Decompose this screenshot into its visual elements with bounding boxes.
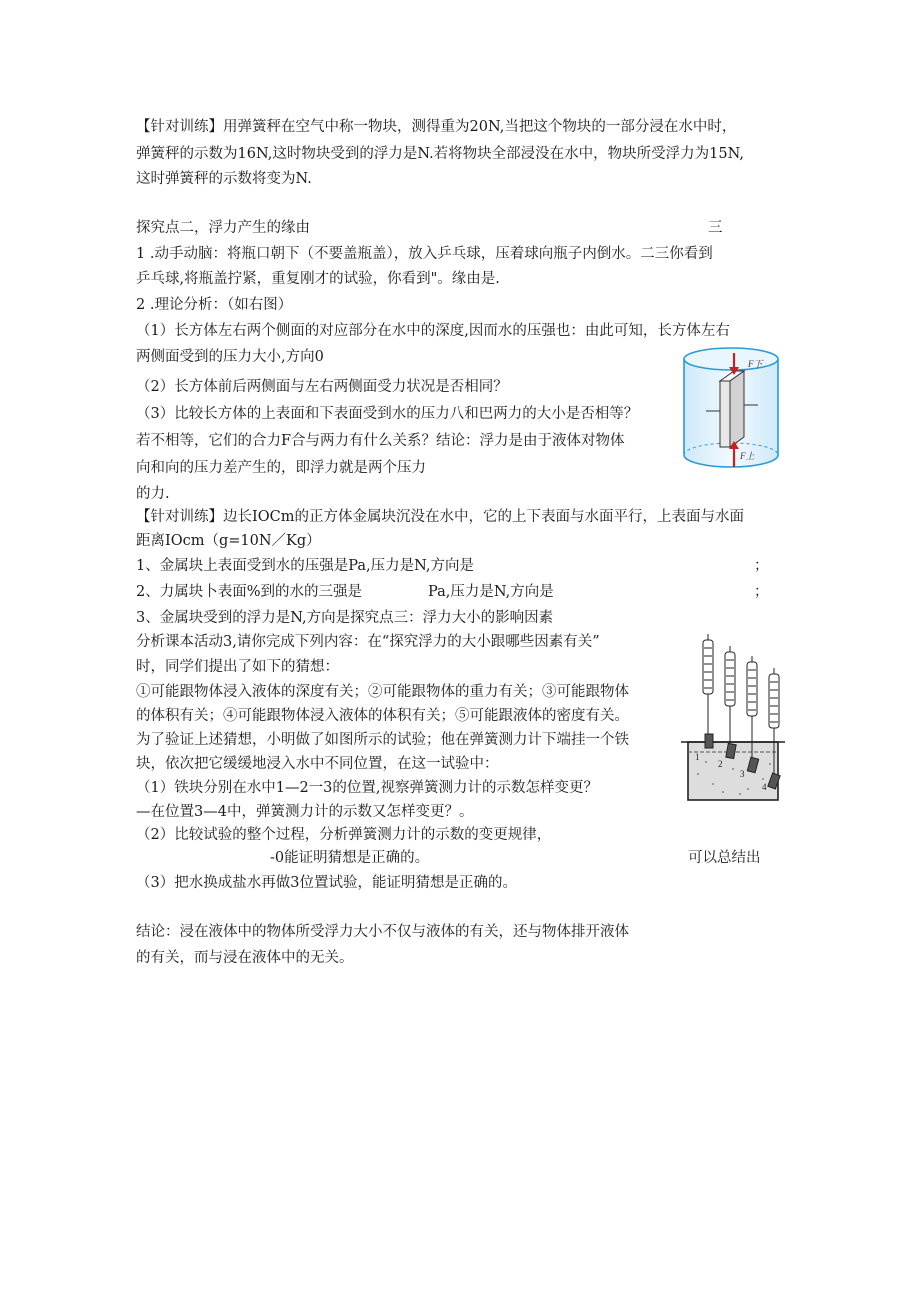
question-3: 3、金属块受到的浮力是N,方向是探究点三：浮力大小的影响因素 [136,610,554,626]
conclusion-line-2: 的有关，而与浸在液体中的无关。 [136,950,354,966]
training-2-line-1: 【针对训练】边长IOCm的正方体金属块沉没在水中，它的上下表面与水面平行，上表面与水面 [136,509,744,525]
cylinder-block-figure [676,345,786,475]
section-2-line-2: 乒乓球,将瓶盖拧紧，重复刚才的试验，你看到"。缘由是. [136,271,500,287]
section-2-heading: 探究点二，浮力产生的缘由 [136,220,310,236]
section-2-line-9: 向和向的压力差产生的，即浮力就是两个压力 [136,460,426,476]
summary-right: 可以总结出 [688,850,761,866]
training-1-line-2: 弹簧秤的示数为16N,这时物块受到的浮力是N.若将物块全部浸没在水中，物块所受浮力为15N, [136,146,745,162]
position-label-1: 1 [695,752,700,762]
question-1: 1、金属块上表面受到水的压强是Pa,压力是N,方向是 [136,558,474,574]
conclusion-line-1: 结论：浸在液体中的物体所受浮力大小不仅与液体的有关，还与物体排开液体 [136,924,629,940]
section-4-line-4: 的体积有关；④可能跟物体浸入液体的体积有关；⑤可能跟液体的密度有关。 [136,708,629,724]
section-4-line-5: 为了验证上述猜想，小明做了如图所示的试验；他在弹簧测力计下端挂一个铁 [136,732,629,748]
force-top-label: F下 [748,359,763,369]
section-4-line-6: 块，依次把它缓缓地浸入水中不同位置，在这一试验中： [136,756,499,772]
question-2-end: ； [754,584,769,600]
training-1-line-1: 【针对训练】用弹簧秤在空气中称一物块，测得重为20N,当把这个物块的一部分浸在水中时， [136,119,737,135]
section-4-line-last: （3）把水换成盐水再做3位置试验，能证明猜想是正确的。 [136,875,517,891]
section-2-line-10: 的力. [136,486,170,502]
section-4-line-9: （2）比较试验的整个过程，分析弹簧测力计的示数的变更规律， [136,827,552,843]
position-label-2: 2 [718,759,723,769]
section-4-line-7: （1）铁块分别在水中1—2一3的位置,视察弹簧测力计的示数怎样变更？ [136,780,599,796]
training-2-line-2: 距离IOcm（g=10N／Kg） [136,533,321,549]
section-2-line-4: （1）长方体左右两个侧面的对应部分在水中的深度,因而水的压强也：由此可知，长方体左右 [136,323,730,339]
section-4-line-1: 分析课本活动3,请你完成下列内容：在“探究浮力的大小跟哪些因素有关” [136,634,600,650]
section-4-line-8: —在位置3—4中，弹簧测力计的示数又怎样变更？。 [136,804,474,820]
position-label-3: 3 [740,769,745,779]
summary-mid: -0能证明猜想是正确的。 [270,850,430,866]
spring-scale-tank-figure [678,634,790,806]
position-label-4: 4 [762,782,767,792]
force-bottom-label: F上 [740,451,755,461]
section-2-line-5: 两侧面受到的压力大小,方向0 [136,349,324,365]
question-2-part-a: 2、力属块卜表面%到的水的三强是 [136,584,363,600]
section-2-line-3: 2 .理论分析：（如右图） [136,297,293,313]
section-2-line-8: 若不相等，它们的合力F合与两力有什么关系？结论：浮力是由于液体对物体 [136,433,625,449]
section-2-line-6: （2）长方体前后两侧面与左右两侧面受力状况是否相同？ [136,379,508,395]
section-2-line-7: （3）比较长方体的上表面和下表面受到水的压力八和巴两力的大小是否相等？ [136,406,639,422]
section-2-heading-mark: 三 [708,220,723,236]
section-2-line-1: 1 .动手动脑：将瓶口朝下（不要盖瓶盖），放入乒乓球，压着球向瓶子内倒水。二三你看到 [136,246,713,262]
training-1-line-3: 这时弹簧秤的示数将变为N. [136,171,312,187]
section-4-line-3: ①可能跟物体浸入液体的深度有关；②可能跟物体的重力有关；③可能跟物体 [136,684,629,700]
question-2-part-b: Pa,压力是N,方向是 [428,584,554,600]
question-1-end: ； [754,558,769,574]
section-4-line-2: 时，同学们提出了如下的猜想： [136,659,339,675]
